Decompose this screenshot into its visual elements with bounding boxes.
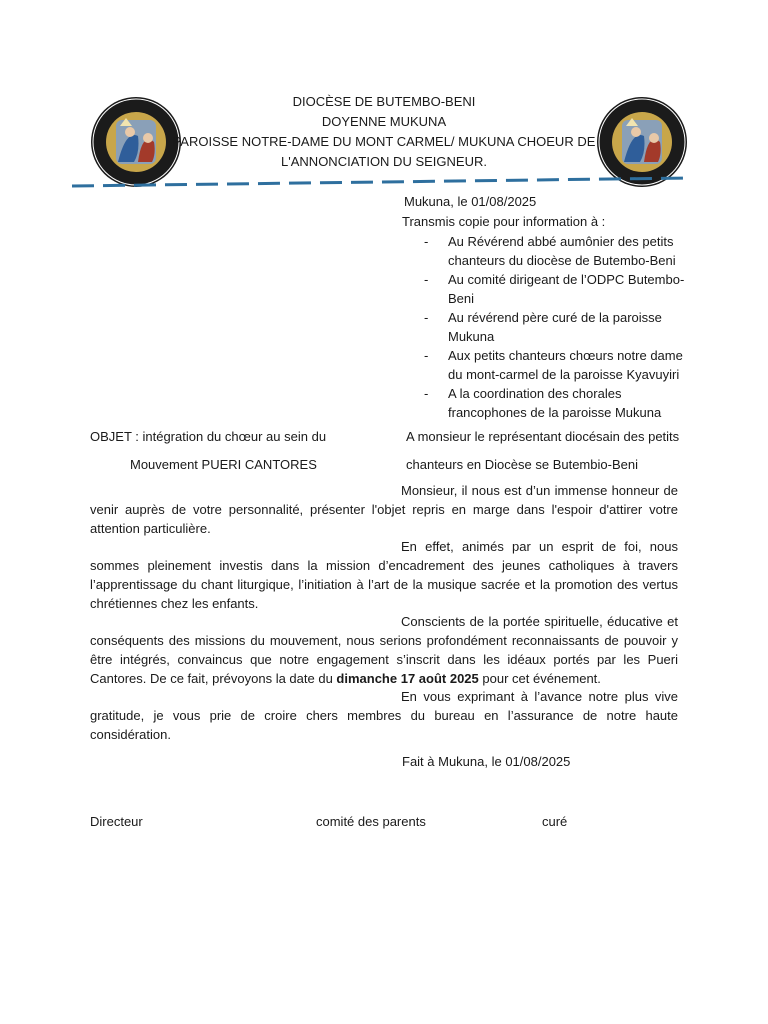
place-date: Mukuna, le 01/08/2025 bbox=[404, 194, 537, 209]
diocese-title: DIOCÈSE DE BUTEMBO-BENI bbox=[292, 94, 476, 109]
done-at: Fait à Mukuna, le 01/08/2025 bbox=[402, 754, 571, 769]
recipient-line-1: A monsieur le représentant diocésain des petits bbox=[406, 429, 680, 444]
paragraph-closing: En vous exprimant à l’avance notre plus vive gratitude, je vous prie de croire chers membres du bureau en l’assurance de notre haute considération. bbox=[90, 689, 678, 742]
copy-intro: Transmis copie pour information à : bbox=[402, 214, 606, 229]
list-item: - Au comité dirigeant de l’ODPC Butembo-Beni bbox=[424, 270, 686, 308]
list-item: - A la coordination des chorales francophones de la paroisse Mukuna bbox=[424, 384, 686, 422]
event-date: dimanche 17 août 2025 bbox=[336, 671, 479, 686]
list-item: - Aux petits chanteurs chœurs notre dame du mont-carmel de la paroisse Kyavuyiri bbox=[424, 346, 686, 384]
copy-list bbox=[424, 232, 686, 422]
paragraph-mission: En effet, animés par un esprit de foi, nous sommes pleinement investis dans la mission d’encadrement des jeunes catholiques à travers l’apprentissage du chant liturgique, l’initiation à l’art de la musique sacrée et la promotion des vertus chrétiennes chez les enfants. bbox=[90, 539, 678, 611]
list-item: - Au révérend père curé de la paroisse Mukuna bbox=[424, 308, 686, 346]
choir-title: L'ANNONCIATION DU SEIGNEUR. bbox=[281, 154, 487, 169]
signature-priest: curé bbox=[542, 814, 568, 829]
object-line-2: Mouvement PUERI CANTORES bbox=[130, 457, 317, 472]
paragraph-request: Conscients de la portée spirituelle, éducative et conséquents des missions du mouvement, nous serions profondément reconnaissants de pouvoir y être intégrés, convaincus que notre engagement s’inscrit dans les idéaux portés par les Pueri Cantores. De ce fait, prévoyons la date du dimanche 17 août 2025 pour cet événement. bbox=[90, 614, 678, 686]
deanery-title: DOYENNE MUKUNA bbox=[321, 114, 447, 129]
list-item: - Au Révérend abbé aumônier des petits chanteurs du diocèse de Butembo-Beni bbox=[424, 232, 686, 270]
signature-director: Directeur bbox=[90, 814, 143, 829]
parish-title: PAROISSE NOTRE-DAME DU MONT CARMEL/ MUKUNA CHOEUR DE bbox=[172, 134, 596, 149]
object-line-1: OBJET : intégration du chœur au sein du bbox=[90, 429, 327, 444]
paragraph-salutation: Monsieur, il nous est d’un immense honneur de venir auprès de votre personnalité, présenter l'objet repris en marge dans l'espoir d'attirer votre attention particulière. bbox=[90, 483, 678, 536]
recipient-line-2: chanteurs en Diocèse se Butembio-Beni bbox=[406, 457, 638, 472]
signature-parents: comité des parents bbox=[316, 814, 426, 829]
header-divider bbox=[70, 172, 690, 192]
